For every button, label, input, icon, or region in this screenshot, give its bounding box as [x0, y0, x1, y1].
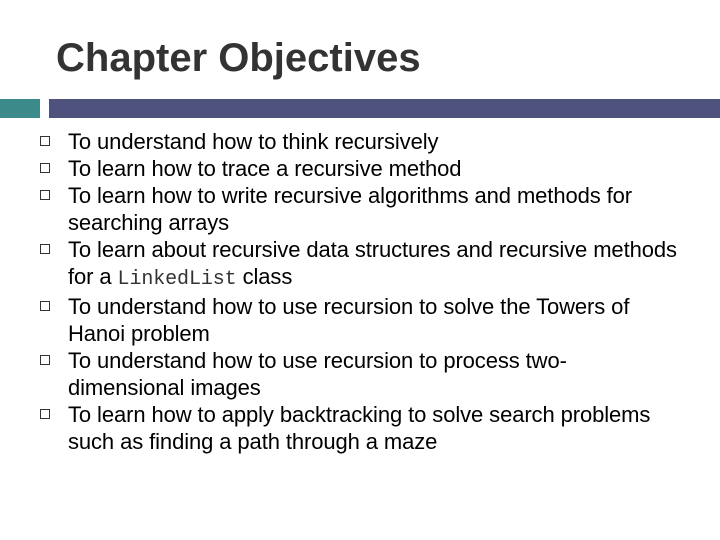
bullet-text: To learn how to apply backtracking to solve search problems such as finding a path through a maze — [68, 402, 651, 454]
hollow-square-bullet-icon — [40, 163, 50, 173]
hollow-square-bullet-icon — [40, 136, 50, 146]
slide-title: Chapter Objectives — [56, 36, 421, 80]
list-item — [0, 155, 720, 182]
list-item — [0, 182, 720, 236]
bullet-text-after-code: class — [236, 264, 293, 289]
list-item — [0, 347, 720, 401]
bullet-text: To understand how to use recursion to solve the Towers of Hanoi problem — [68, 294, 630, 346]
title-underline-accent-left — [0, 99, 40, 118]
bullet-text: To learn how to write recursive algorithms and methods for searching arrays — [68, 183, 633, 235]
hollow-square-bullet-icon — [40, 355, 50, 365]
list-item — [0, 128, 720, 155]
title-underline-accent-right — [49, 99, 720, 118]
bullet-text-before-code: To learn about recursive data structures and recursive methods for a — [68, 237, 677, 289]
linkedlist-code: LinkedList — [117, 268, 237, 291]
list-item — [0, 236, 720, 293]
bullet-text: To learn how to trace a recursive method — [68, 156, 462, 181]
list-item — [0, 401, 720, 455]
hollow-square-bullet-icon — [40, 301, 50, 311]
objectives-list — [0, 128, 720, 455]
list-item — [0, 293, 720, 347]
bullet-text: To understand how to use recursion to process two-dimensional images — [68, 348, 567, 400]
hollow-square-bullet-icon — [40, 244, 50, 254]
hollow-square-bullet-icon — [40, 190, 50, 200]
hollow-square-bullet-icon — [40, 409, 50, 419]
bullet-text: To understand how to think recursively — [68, 129, 439, 154]
